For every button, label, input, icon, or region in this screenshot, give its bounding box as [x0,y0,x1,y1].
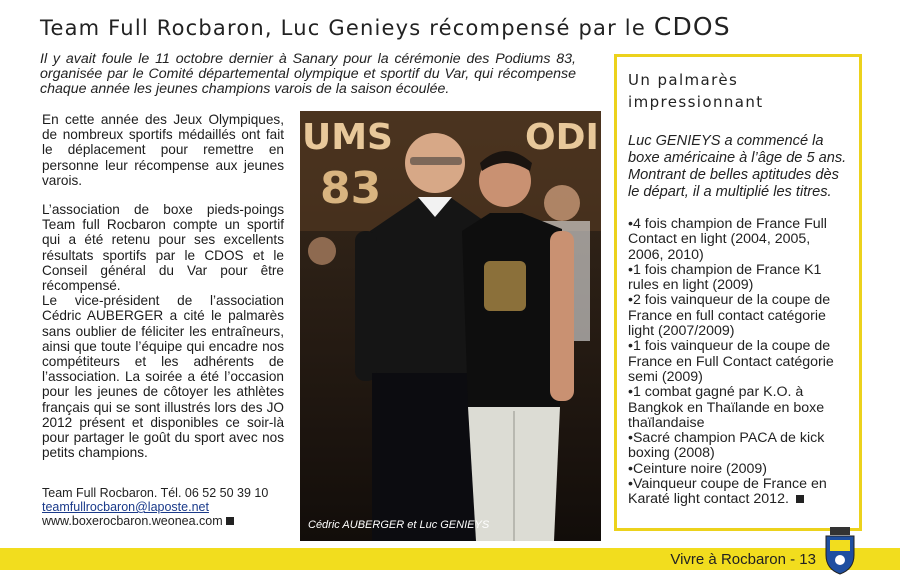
contact-website-text[interactable]: www.boxerocbaron.weonea.com [42,514,223,528]
body-paragraph-3: Le vice-président de l’association Cédric AUBERGER a cité le palmarès sans oublier de féliciter les entraîneurs, ainsi que toute l’équipe qui encadre nos compétiteurs et les adhérents de l’association. La soirée a été l’occasion pour les jeunes de côtoyer les athlètes français qui se sont illustrés lors des JO 2012 présent et disponibles ce soir-là pour partager le goût du sport avec nos petits champions. [42,293,284,461]
photo-illustration [300,111,601,541]
headline-cdos: CDOS [653,12,731,41]
award-item [628,477,847,508]
award-item: • 1 fois vainqueur de la coupe de France en Full Contact catégorie semi (2009) [628,339,847,385]
palmares-sidebar [614,54,862,531]
body-paragraph-1: En cette année des Jeux Olympiques, de nombreux sportifs médaillés ont fait le déplacement pour remettre en personne leur récompense aux jeunes varois. [42,112,284,188]
awards-list [628,217,847,508]
award-item: • Ceinture noire (2009) [628,462,847,477]
backdrop-text-left: UMS [302,117,393,158]
sidebar-title: Un palmarès impressionnant [628,71,764,111]
town-crest-icon [820,527,860,575]
contact-email-link[interactable]: teamfullrocbaron@laposte.net [42,500,209,514]
award-item: • 1 combat gagné par K.O. à Bangkok en Thaïlande en boxe thaïlandaise [628,385,847,431]
end-mark-icon [226,517,234,525]
end-mark-icon [796,495,804,503]
headline-text: Team Full Rocbaron, Luc Genieys récompensé par le [40,16,654,40]
sidebar-intro: Luc GENIEYS a commencé la boxe américaine à l’âge de 5 ans. Montrant de belles aptitudes dès le départ, il a multiplié les titres. [628,133,847,200]
photo-caption: Cédric AUBERGER et Luc GENIEYS [308,519,490,531]
footer-page-label: Vivre à Rocbaron - 13 [670,551,816,568]
article-headline [40,12,780,41]
award-item: • 2 fois vainqueur de la coupe de France en full contact catégorie light (2007/2009) [628,293,847,339]
body-paragraph-2: L’association de boxe pieds-poings Team full Rocbaron compte un sportif qui a été retenu pour ses excellents résultats sportifs par le CDOS et le Conseil général du Var pour être récompensé. [42,202,284,294]
contact-website [42,514,292,528]
backdrop-number: 83 [320,163,382,214]
backdrop-text-right: ODI [525,117,599,158]
article-body [42,112,284,474]
contact-name-phone: Team Full Rocbaron. Tél. 06 52 50 39 10 [42,486,269,500]
award-item: • 4 fois champion de France Full Contact en light (2004, 2005, 2006, 2010) [628,217,847,263]
award-item: • 1 fois champion de France K1 rules en light (2009) [628,263,847,294]
article-intro: Il y avait foule le 11 octobre dernier à Sanary pour la cérémonie des Podiums 83, organisée par le Comité départemental olympique et sportif du Var, qui récompense chaque année les jeunes champions varois de la saison écoulée. [40,51,576,97]
award-item: • Sacré champion PACA de kick boxing (2008) [628,431,847,462]
article-photo [300,111,601,541]
contact-block [42,486,292,528]
award-item-text: Vainqueur coupe de France en Karaté light contact 2012. [628,476,827,508]
